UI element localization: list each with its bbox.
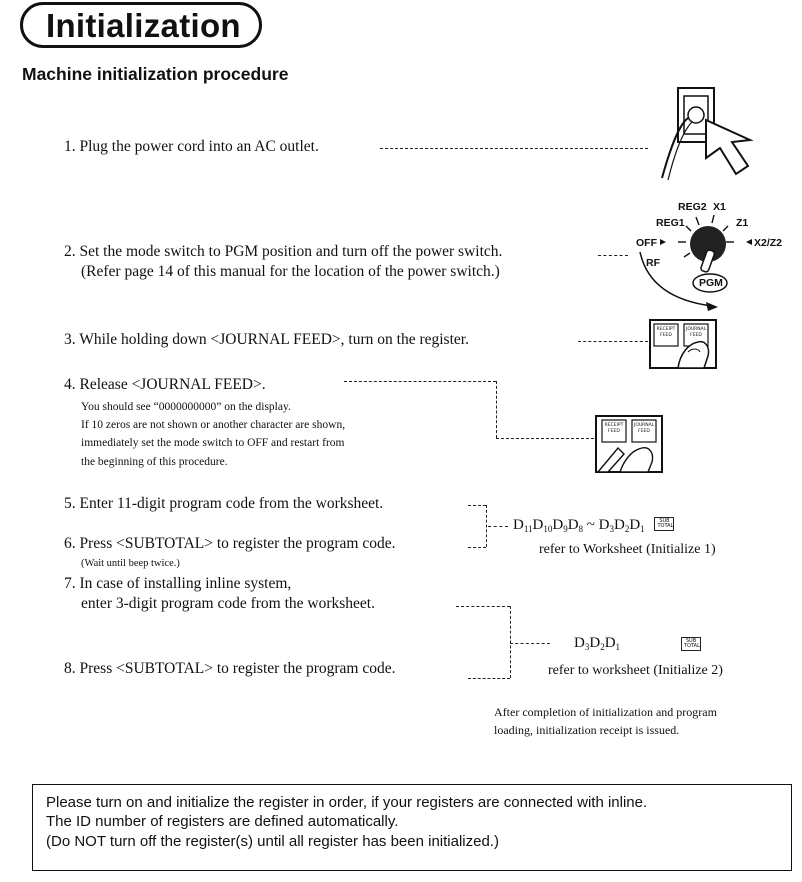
formula1-digit-11: D [614, 517, 625, 533]
program-code-formula-2 [574, 633, 620, 657]
leader-line-7a [456, 606, 510, 607]
notice-line-3: (Do NOT turn off the register(s) until all register has been initialized.) [46, 833, 499, 850]
mode-label-x1: X1 [713, 201, 726, 213]
journal-feed-key-2 [634, 423, 654, 435]
leader-line-1 [380, 148, 648, 149]
step-4-note-2: If 10 zeros are not shown or another character are shown, [81, 419, 346, 431]
mode-label-z1: Z1 [736, 217, 749, 229]
formula1-digit-1: 11 [523, 524, 533, 534]
leader-line-3 [578, 341, 648, 342]
mode-label-x2z2: X2/Z2 [754, 237, 783, 249]
key-press-hand-icon [648, 318, 718, 370]
step-4-note-3: immediately set the mode switch to OFF and restart from [81, 437, 345, 449]
step-4: 4. Release <JOURNAL FEED>. [64, 376, 266, 393]
subtotal-key-2-line-2: TOTAL [684, 643, 700, 649]
journal-feed-key-label-3: JOURNAL [634, 423, 655, 428]
journal-feed-key-label-4: FEED [638, 429, 650, 434]
formula1-digit-0: D [513, 517, 524, 533]
receipt-feed-key-label-4: FEED [608, 429, 620, 434]
leader-line-8 [468, 678, 510, 679]
step-2-note: (Refer page 14 of this manual for the location of the power switch.) [81, 263, 500, 280]
formula2-digit-5: 1 [615, 642, 621, 652]
receipt-feed-key-label-2: FEED [660, 333, 672, 338]
leader-line-5b [486, 505, 487, 547]
leader-line-5c [488, 526, 508, 527]
formula1-digit-14: 1 [640, 524, 645, 534]
completion-note-line-2: loading, initialization receipt is issued. [494, 723, 680, 737]
step-4-note-1: You should see “0000000000” on the display. [81, 401, 291, 413]
completion-note-line-1: After completion of initialization and program [494, 705, 717, 719]
leader-line-5a [468, 505, 486, 506]
formula1-reference: refer to Worksheet (Initialize 1) [539, 542, 716, 557]
subtotal-key-2-line-1: SUB [685, 638, 697, 644]
formula1-digit-13: D [629, 517, 641, 533]
formula1-digit-4: D [552, 517, 564, 533]
formula1-digit-12: 2 [624, 524, 630, 534]
section-subtitle: Machine initialization procedure [22, 64, 289, 84]
step-6: 6. Press <SUBTOTAL> to register the program code. [64, 535, 396, 552]
subtotal-key-1-line-1: SUB [659, 518, 670, 524]
formula2-digit-4: D [604, 635, 616, 651]
step-8: 8. Press <SUBTOTAL> to register the program code. [64, 660, 396, 677]
mode-label-rf: RF [646, 257, 660, 269]
mode-label-off: OFF [636, 237, 657, 249]
step-7: 7. In case of installing inline system, [64, 575, 292, 592]
subtotal-key-icon-1 [654, 517, 674, 531]
receipt-feed-key-label-3: RECEIPT [604, 423, 624, 428]
formula2-digit-1: 3 [584, 642, 590, 652]
formula1-digit-3: 10 [543, 524, 553, 534]
subtotal-key-1-line-2: TOTAL [657, 523, 674, 529]
formula2-digit-2: D [589, 635, 601, 651]
step-7-detail: enter 3-digit program code from the worksheet. [81, 595, 375, 612]
program-code-formula-1 [513, 515, 674, 539]
receipt-feed-key-2 [604, 423, 624, 435]
step-6-note: (Wait until beep twice.) [81, 558, 180, 569]
leader-line-4b [496, 381, 497, 438]
leader-line-4c [496, 438, 594, 439]
step-2: 2. Set the mode switch to PGM position and turn off the power switch. [64, 243, 503, 260]
journal-feed-key-label-2: FEED [690, 333, 702, 338]
step-4-note-4: the beginning of this procedure. [81, 456, 228, 468]
formula1-digit-2: D [532, 517, 544, 533]
formula1-digit-10: 3 [609, 524, 615, 534]
leader-line-4a [344, 381, 496, 382]
formula2-digit-3: 2 [600, 642, 605, 652]
step-3: 3. While holding down <JOURNAL FEED>, turn on the register. [64, 331, 469, 348]
mode-label-reg1: REG1 [656, 217, 685, 229]
leader-line-7b [510, 606, 511, 678]
page-title: Initialization [46, 7, 241, 44]
formula1-digit-9: D [598, 517, 610, 533]
step-5: 5. Enter 11-digit program code from the worksheet. [64, 495, 384, 512]
receipt-feed-key-label-1: RECEIPT [656, 327, 676, 332]
formula1-digit-7: 8 [578, 524, 584, 534]
leader-line-6 [468, 547, 486, 548]
receipt-feed-key-1 [656, 327, 676, 339]
formula2-reference: refer to worksheet (Initialize 2) [548, 663, 723, 678]
subtotal-key-icon-2 [681, 637, 701, 651]
mode-switch-diagram [620, 190, 792, 316]
notice-line-2: The ID number of registers are defined automatically. [46, 813, 399, 830]
formula1-digit-6: D [567, 517, 579, 533]
journal-feed-key-1 [686, 327, 706, 339]
mode-label-reg2: REG2 [678, 201, 707, 213]
formula1-digit-5: 9 [563, 524, 568, 534]
formula1-digit-8: ~ [583, 517, 599, 533]
journal-feed-key-label-1: JOURNAL [686, 327, 707, 332]
journal-feed-press-diagram [648, 318, 718, 370]
journal-feed-release-diagram [594, 414, 664, 474]
notice-line-1: Please turn on and initialize the register in order, if your registers are connected with inline. [46, 794, 648, 811]
step-1: 1. Plug the power cord into an AC outlet. [64, 138, 319, 155]
mode-label-pgm: PGM [699, 277, 723, 289]
formula2-digit-0: D [574, 635, 585, 651]
power-plug-icon [640, 82, 770, 192]
leader-line-7c [510, 643, 550, 644]
